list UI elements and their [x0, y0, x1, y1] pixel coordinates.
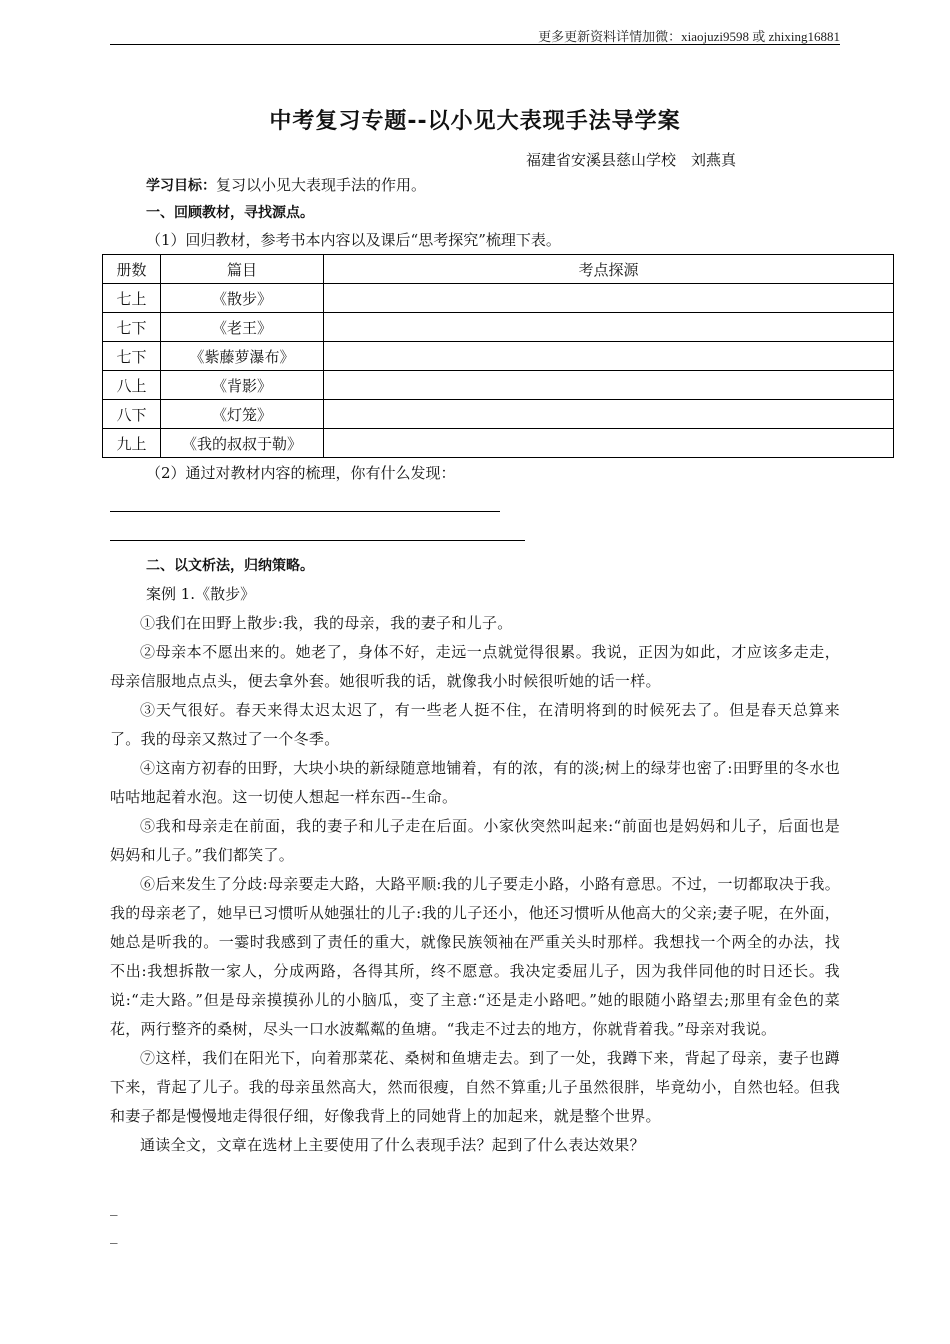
table-cell-source[interactable] — [324, 400, 894, 429]
table-header-row — [103, 255, 894, 284]
answer-mark[interactable]: _ — [110, 1198, 118, 1216]
table-row — [103, 371, 894, 400]
table-cell-title: 《老王》 — [161, 313, 324, 342]
case-title: 案例 1.《散步》 — [146, 585, 256, 603]
table-row — [103, 313, 894, 342]
paragraph: ⑤我和母亲走在前面，我的妻子和儿子走在后面。小家伙突然叫起来:“前面也是妈妈和儿子，后面也是妈妈和儿子。”我们都笑了。 — [110, 817, 840, 864]
textbook-table — [102, 254, 894, 458]
table-cell-volume: 八上 — [103, 371, 161, 400]
table-cell-volume: 七下 — [103, 313, 161, 342]
table-row — [103, 429, 894, 458]
answer-line[interactable] — [110, 487, 500, 512]
header-rule — [110, 44, 840, 45]
table-cell-title: 《背影》 — [161, 371, 324, 400]
author-line: 福建省安溪县慈山学校 刘燕真 — [525, 151, 736, 169]
table-cell-source[interactable] — [324, 429, 894, 458]
question-2: （2）通过对教材内容的梳理，你有什么发现： — [146, 464, 456, 482]
table-row — [103, 400, 894, 429]
paragraph: ③天气很好。春天来得太迟太迟了，有一些老人挺不住，在清明将到的时候死去了。但是春天总算来了。我的母亲又熬过了一个冬季。 — [110, 701, 840, 748]
table-cell-title: 《紫藤萝瀑布》 — [161, 342, 324, 371]
table-cell-source[interactable] — [324, 371, 894, 400]
header-note: 更多更新资料详情加微：xiaojuzi9598 或 zhixing16881 — [538, 29, 840, 44]
table-cell-volume: 七下 — [103, 342, 161, 371]
table-cell-title: 《灯笼》 — [161, 400, 324, 429]
answer-mark[interactable]: _ — [110, 1226, 118, 1244]
learning-goal — [110, 172, 840, 200]
page-title: 中考复习专题--以小见大表现手法导学案 — [269, 109, 681, 134]
table-cell-volume: 八下 — [103, 400, 161, 429]
table-cell-title: 《我的叔叔于勒》 — [161, 429, 324, 458]
section2-question: 通读全文，文章在选材上主要使用了什么表现手法？起到了什么表达效果？ — [140, 1136, 645, 1154]
paragraph: ①我们在田野上散步:我，我的母亲，我的妻子和儿子。 — [140, 614, 513, 632]
paragraph: ④这南方初春的田野，大块小块的新绿随意地铺着，有的浓，有的淡;树上的绿芽也密了:田野里的冬水也咕咕地起着水泡。这一切使人想起一样东西--生命。 — [110, 759, 840, 806]
table-cell-source[interactable] — [324, 284, 894, 313]
document-body — [110, 104, 840, 1160]
table-cell-title: 《散步》 — [161, 284, 324, 313]
goal-text: 复习以小见大表现手法的作用。 — [216, 176, 427, 194]
table-cell-volume: 七上 — [103, 284, 161, 313]
goal-label: 学习目标： — [146, 178, 216, 194]
section1-heading: 一、回顾教材，寻找源点。 — [146, 205, 314, 221]
table-cell-source[interactable] — [324, 313, 894, 342]
table-cell-volume: 九上 — [103, 429, 161, 458]
paragraph: ⑦这样，我们在阳光下，向着那菜花、桑树和鱼塘走去。到了一处，我蹲下来，背起了母亲，妻子也蹲下来，背起了儿子。我的母亲虽然高大，然而很瘦，自然不算重;儿子虽然很胖，毕竟幼小，自然也轻。但我和妻子都是慢慢地走得很仔细，好像我背上的同她背上的加起来，就是整个世界。 — [110, 1049, 840, 1125]
table-header-cell: 考点探源 — [324, 255, 894, 284]
table-cell-source[interactable] — [324, 342, 894, 371]
table-row — [103, 342, 894, 371]
paragraph: ②母亲本不愿出来的。她老了，身体不好，走远一点就觉得很累。我说，正因为如此，才应该多走走，母亲信服地点点头，便去拿外套。她很听我的话，就像我小时候很听她的话一样。 — [110, 643, 840, 690]
paragraph: ⑥后来发生了分歧:母亲要走大路，大路平顺:我的儿子要走小路，小路有意思。不过，一切都取决于我。我的母亲老了，她早已习惯听从她强壮的儿子:我的儿子还小，他还习惯听从他高大的父亲;妻子呢，在外面，她总是听我的。一霎时我感到了责任的重大，就像民族领袖在严重关头时那样。我想找一个两全的办法，找不出:我想拆散一家人，分成两路，各得其所，终不愿意。我决定委屈儿子，因为我伴同他的时日还长。我说:“走大路。”但是母亲摸摸孙儿的小脑瓜，变了主意:“还是走小路吧。”她的眼随小路望去;那里有金色的菜花，两行整齐的桑树，尽头一口水波粼粼的鱼塘。“我走不过去的地方，你就背着我。”母亲对我说。 — [110, 875, 840, 1038]
section2-heading: 二、以文析法，归纳策略。 — [146, 558, 314, 574]
answer-line[interactable] — [110, 516, 525, 541]
table-row — [103, 284, 894, 313]
table-header-cell: 册数 — [103, 255, 161, 284]
table-header-cell: 篇目 — [161, 255, 324, 284]
article-text — [110, 609, 840, 1131]
section1-instruction: （1）回归教材，参考书本内容以及课后“思考探究”梳理下表。 — [146, 231, 561, 249]
